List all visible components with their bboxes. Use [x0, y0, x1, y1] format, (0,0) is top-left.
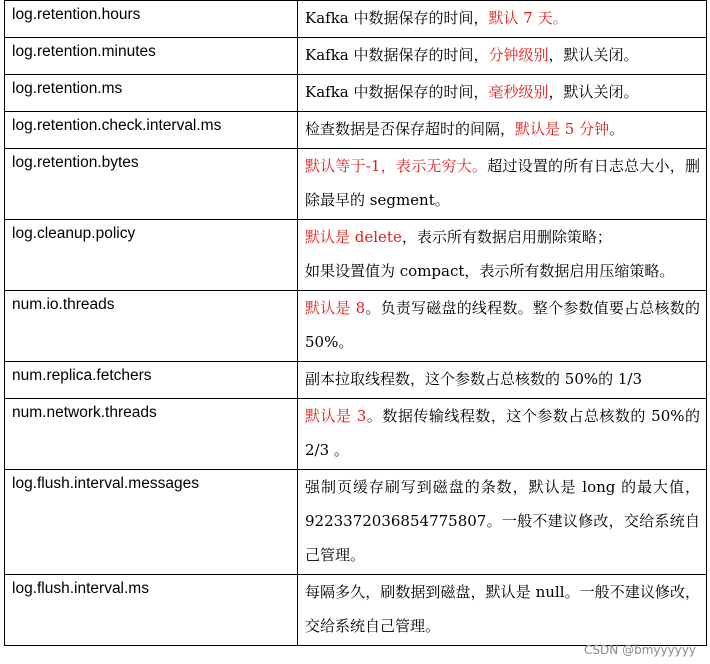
param-description-cell — [298, 291, 707, 362]
param-name-cell: log.retention.minutes — [5, 38, 298, 75]
highlighted-text: 分钟级别 — [488, 46, 549, 64]
param-description-cell — [298, 220, 707, 291]
param-name-cell: log.retention.ms — [5, 75, 298, 112]
table-row — [5, 399, 707, 470]
param-description-cell — [298, 470, 707, 575]
table-row — [5, 149, 707, 220]
param-description-cell — [298, 149, 707, 220]
param-description-cell — [298, 362, 707, 399]
param-description-cell — [298, 75, 707, 112]
description-text: 每隔多久，刷数据到磁盘，默认是 null。一般不建议修改，交给系统自己管理。 — [305, 583, 700, 635]
param-description-cell — [298, 399, 707, 470]
highlighted-text: 默认是 delete — [305, 228, 402, 246]
watermark: CSDN @bmyyyyyy — [584, 643, 696, 657]
highlighted-text: 默认 7 天。 — [488, 9, 568, 27]
param-name-cell: num.network.threads — [5, 399, 298, 470]
table-body — [5, 1, 707, 646]
table-row — [5, 75, 707, 112]
table-row — [5, 291, 707, 362]
description-text: ，表示所有数据启用删除策略； — [401, 228, 612, 246]
param-name-cell: num.replica.fetchers — [5, 362, 298, 399]
description-text: ，默认关闭。 — [548, 46, 639, 64]
highlighted-text: 默认是 8 — [305, 299, 366, 317]
description-text: 强制页缓存刷写到磁盘的条数，默认是 long 的最大值，9223372036854775807。一般不建议修改，交给系统自己管理。 — [305, 478, 700, 564]
description-text: 检查数据是否保存超时的间隔， — [305, 120, 516, 138]
param-description-cell — [298, 38, 707, 75]
description-text: 。 — [609, 120, 625, 138]
description-text: 超过设置的所有日志总大小，删除最早的 segment。 — [305, 157, 700, 209]
param-name-cell: log.cleanup.policy — [5, 220, 298, 291]
highlighted-text: 默认是 5 分钟 — [515, 120, 610, 138]
description-text: Kafka 中数据保存的时间， — [305, 83, 489, 101]
param-description-cell — [298, 112, 707, 149]
highlighted-text: 默认等于-1，表示无穷大。 — [305, 157, 488, 175]
description-text: 如果设置值为 compact，表示所有数据启用压缩策略。 — [305, 262, 675, 280]
description-text: 。数据传输线程数，这个参数占总核数的 50%的 2/3 。 — [305, 407, 700, 459]
table-row — [5, 112, 707, 149]
description-text: 。负责写磁盘的线程数。整个参数值要占总核数的 50%。 — [305, 299, 700, 351]
table-row — [5, 1, 707, 38]
description-text: 副本拉取线程数，这个参数占总核数的 50%的 1/3 — [305, 370, 643, 388]
param-name-cell: log.flush.interval.messages — [5, 470, 298, 575]
table-row — [5, 38, 707, 75]
table-row — [5, 470, 707, 575]
param-name-cell: log.retention.check.interval.ms — [5, 112, 298, 149]
param-name-cell: log.flush.interval.ms — [5, 575, 298, 646]
table-row — [5, 220, 707, 291]
param-name-cell: num.io.threads — [5, 291, 298, 362]
table-row — [5, 362, 707, 399]
highlighted-text: 默认是 3 — [305, 407, 367, 425]
description-text: ，默认关闭。 — [548, 83, 639, 101]
description-text: Kafka 中数据保存的时间， — [305, 9, 489, 27]
highlighted-text: 毫秒级别 — [488, 83, 549, 101]
kafka-config-table — [4, 0, 707, 646]
description-text: Kafka 中数据保存的时间， — [305, 46, 489, 64]
param-name-cell: log.retention.hours — [5, 1, 298, 38]
table-row — [5, 575, 707, 646]
param-description-cell — [298, 1, 707, 38]
param-name-cell: log.retention.bytes — [5, 149, 298, 220]
param-description-cell — [298, 575, 707, 646]
